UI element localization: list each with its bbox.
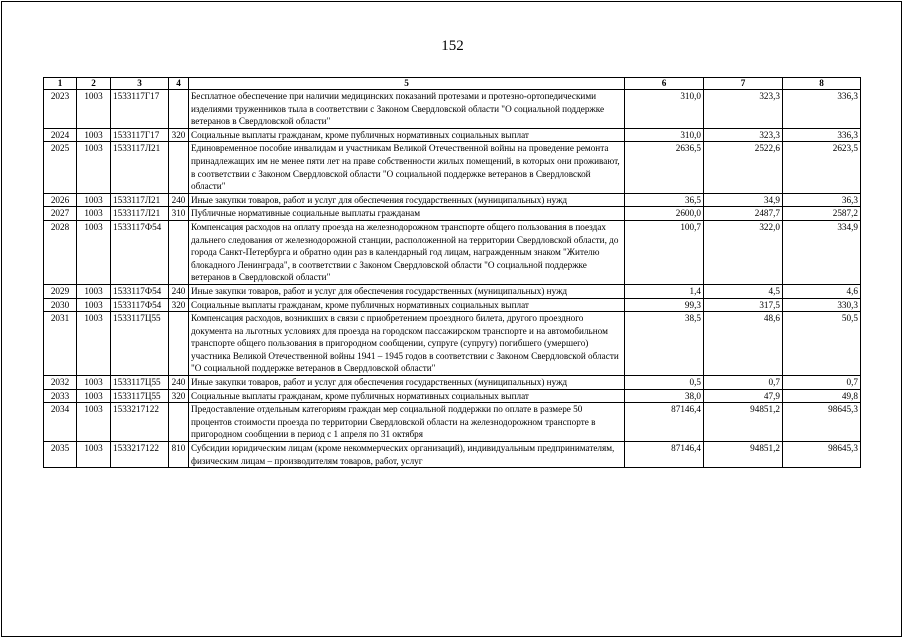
amount-year3-cell: 49,8: [783, 389, 861, 403]
section-code-cell: 1003: [77, 312, 111, 376]
column-header: 8: [783, 78, 861, 90]
section-code-cell: 1003: [77, 207, 111, 221]
table-row: [44, 90, 861, 129]
amount-year1-cell: 38,0: [625, 389, 704, 403]
table-row: [44, 193, 861, 207]
item-name-cell: Иные закупки товаров, работ и услуг для обеспечения государственных (муниципальных) нужд: [189, 376, 625, 390]
amount-year2-cell: 0,7: [704, 376, 783, 390]
item-name-cell: Иные закупки товаров, работ и услуг для обеспечения государственных (муниципальных) нужд: [189, 284, 625, 298]
row-number-cell: 2031: [44, 312, 77, 376]
amount-year2-cell: 48,6: [704, 312, 783, 376]
item-name-cell: Субсидии юридическим лицам (кроме некоммерческих организаций), индивидуальным предпринимателям, физическим лицам – производителям товаров, работ, услуг: [189, 442, 625, 468]
amount-year2-cell: 2522,6: [704, 142, 783, 193]
amount-year3-cell: 336,3: [783, 90, 861, 129]
amount-year1-cell: 38,5: [625, 312, 704, 376]
amount-year2-cell: 323,3: [704, 128, 783, 142]
amount-year1-cell: 0,5: [625, 376, 704, 390]
amount-year1-cell: 2636,5: [625, 142, 704, 193]
table-row: [44, 312, 861, 376]
table-row: [44, 298, 861, 312]
amount-year3-cell: 0,7: [783, 376, 861, 390]
amount-year2-cell: 94851,2: [704, 403, 783, 442]
amount-year3-cell: 36,3: [783, 193, 861, 207]
row-number-cell: 2025: [44, 142, 77, 193]
column-header: 7: [704, 78, 783, 90]
item-name-cell: Компенсация расходов, возникших в связи с приобретением проездного билета, другого проездного документа на льготных условиях для проезда на городском пассажирском транспорте и на автомобильном транспорте общего пользования в пригородном сообщении, супруге (супругу) погибшего (умершего) участника Великой Отечественной войны 1941 – 1945 годов в соответствии с Законом Свердловской области "О социальной поддержке ветеранов в Свердловской области": [189, 312, 625, 376]
column-header: 5: [189, 78, 625, 90]
expense-type-cell: 320: [169, 389, 189, 403]
amount-year3-cell: 2587,2: [783, 207, 861, 221]
section-code-cell: 1003: [77, 442, 111, 468]
row-number-cell: 2028: [44, 220, 77, 284]
amount-year2-cell: 2487,7: [704, 207, 783, 221]
column-header: 3: [111, 78, 169, 90]
expense-type-cell: 320: [169, 128, 189, 142]
expense-type-cell: 810: [169, 442, 189, 468]
expense-type-cell: 240: [169, 193, 189, 207]
target-article-cell: 1533117Ц55: [111, 389, 169, 403]
table-row: [44, 389, 861, 403]
table-row: [44, 142, 861, 193]
amount-year1-cell: 310,0: [625, 90, 704, 129]
expense-type-cell: 320: [169, 298, 189, 312]
table-row: [44, 128, 861, 142]
expense-type-cell: 240: [169, 376, 189, 390]
amount-year3-cell: 50,5: [783, 312, 861, 376]
expense-type-cell: [169, 403, 189, 442]
table-row: [44, 403, 861, 442]
target-article-cell: 1533217122: [111, 403, 169, 442]
item-name-cell: Социальные выплаты гражданам, кроме публичных нормативных социальных выплат: [189, 389, 625, 403]
target-article-cell: 1533117Г17: [111, 128, 169, 142]
item-name-cell: Иные закупки товаров, работ и услуг для обеспечения государственных (муниципальных) нужд: [189, 193, 625, 207]
target-article-cell: 1533117Л21: [111, 207, 169, 221]
target-article-cell: 1533117Ф54: [111, 284, 169, 298]
amount-year3-cell: 2623,5: [783, 142, 861, 193]
expense-type-cell: [169, 142, 189, 193]
amount-year1-cell: 99,3: [625, 298, 704, 312]
page-number: 152: [441, 38, 464, 54]
column-header: 4: [169, 78, 189, 90]
amount-year1-cell: 2600,0: [625, 207, 704, 221]
header-row: [44, 78, 861, 90]
amount-year2-cell: 34,9: [704, 193, 783, 207]
section-code-cell: 1003: [77, 376, 111, 390]
table-row: [44, 442, 861, 468]
row-number-cell: 2032: [44, 376, 77, 390]
expense-type-cell: [169, 90, 189, 129]
table-row: [44, 376, 861, 390]
section-code-cell: 1003: [77, 403, 111, 442]
target-article-cell: 1533117Л21: [111, 142, 169, 193]
row-number-cell: 2026: [44, 193, 77, 207]
table-row: [44, 207, 861, 221]
table-body: [44, 90, 861, 468]
amount-year1-cell: 1,4: [625, 284, 704, 298]
item-name-cell: Единовременное пособие инвалидам и участникам Великой Отечественной войны на проведение ремонта принадлежащих им не менее пяти лет на праве собственности жилых помещений, в которых они проживают, в соответствии с Законом Свердловской области "О социальной поддержке ветеранов в Свердловской области": [189, 142, 625, 193]
item-name-cell: Публичные нормативные социальные выплаты гражданам: [189, 207, 625, 221]
item-name-cell: Социальные выплаты гражданам, кроме публичных нормативных социальных выплат: [189, 298, 625, 312]
section-code-cell: 1003: [77, 389, 111, 403]
target-article-cell: 1533117Ф54: [111, 298, 169, 312]
amount-year2-cell: 323,3: [704, 90, 783, 129]
amount-year1-cell: 36,5: [625, 193, 704, 207]
column-header: 1: [44, 78, 77, 90]
target-article-cell: 1533117Ц55: [111, 312, 169, 376]
expense-type-cell: [169, 312, 189, 376]
expense-type-cell: 310: [169, 207, 189, 221]
target-article-cell: 1533117Г17: [111, 90, 169, 129]
column-header: 6: [625, 78, 704, 90]
section-code-cell: 1003: [77, 128, 111, 142]
amount-year2-cell: 4,5: [704, 284, 783, 298]
item-name-cell: Компенсация расходов на оплату проезда на железнодорожном транспорте общего пользования в поездах дальнего следования от железнодорожной станции, расположенной на территории Свердловской области, до города Санкт-Петербурга и обратно один раз в календарный год лицам, награжденным знаком "Жителю блокадного Ленинграда", в соответствии с Законом Свердловской области "О социальной поддержке ветеранов в Свердловской области": [189, 220, 625, 284]
target-article-cell: 1533117Ф54: [111, 220, 169, 284]
expense-type-cell: [169, 220, 189, 284]
target-article-cell: 1533117Л21: [111, 193, 169, 207]
amount-year1-cell: 310,0: [625, 128, 704, 142]
amount-year2-cell: 317,5: [704, 298, 783, 312]
target-article-cell: 1533217122: [111, 442, 169, 468]
amount-year3-cell: 4,6: [783, 284, 861, 298]
row-number-cell: 2023: [44, 90, 77, 129]
column-header: 2: [77, 78, 111, 90]
section-code-cell: 1003: [77, 284, 111, 298]
item-name-cell: Бесплатное обеспечение при наличии медицинских показаний протезами и протезно-ортопедическими изделиями труженников тыла в соответствии с Законом Свердловской области "О социальной поддержке ветеранов в Свердловской области": [189, 90, 625, 129]
row-number-cell: 2027: [44, 207, 77, 221]
amount-year2-cell: 322,0: [704, 220, 783, 284]
budget-table: [43, 77, 861, 468]
amount-year3-cell: 336,3: [783, 128, 861, 142]
amount-year2-cell: 47,9: [704, 389, 783, 403]
section-code-cell: 1003: [77, 298, 111, 312]
row-number-cell: 2030: [44, 298, 77, 312]
row-number-cell: 2033: [44, 389, 77, 403]
amount-year3-cell: 98645,3: [783, 442, 861, 468]
target-article-cell: 1533117Ц55: [111, 376, 169, 390]
section-code-cell: 1003: [77, 90, 111, 129]
row-number-cell: 2035: [44, 442, 77, 468]
table-row: [44, 220, 861, 284]
amount-year1-cell: 87146,4: [625, 442, 704, 468]
section-code-cell: 1003: [77, 193, 111, 207]
item-name-cell: Предоставление отдельным категориям граждан мер социальной поддержки по оплате в размере 50 процентов стоимости проезда по территории Свердловской области на железнодорожном транспорте в пригородном сообщении в период с 1 апреля по 31 октября: [189, 403, 625, 442]
expense-type-cell: 240: [169, 284, 189, 298]
amount-year2-cell: 94851,2: [704, 442, 783, 468]
amount-year3-cell: 330,3: [783, 298, 861, 312]
row-number-cell: 2034: [44, 403, 77, 442]
row-number-cell: 2029: [44, 284, 77, 298]
amount-year1-cell: 100,7: [625, 220, 704, 284]
table-row: [44, 284, 861, 298]
amount-year1-cell: 87146,4: [625, 403, 704, 442]
item-name-cell: Социальные выплаты гражданам, кроме публичных нормативных социальных выплат: [189, 128, 625, 142]
amount-year3-cell: 98645,3: [783, 403, 861, 442]
amount-year3-cell: 334,9: [783, 220, 861, 284]
row-number-cell: 2024: [44, 128, 77, 142]
section-code-cell: 1003: [77, 220, 111, 284]
section-code-cell: 1003: [77, 142, 111, 193]
